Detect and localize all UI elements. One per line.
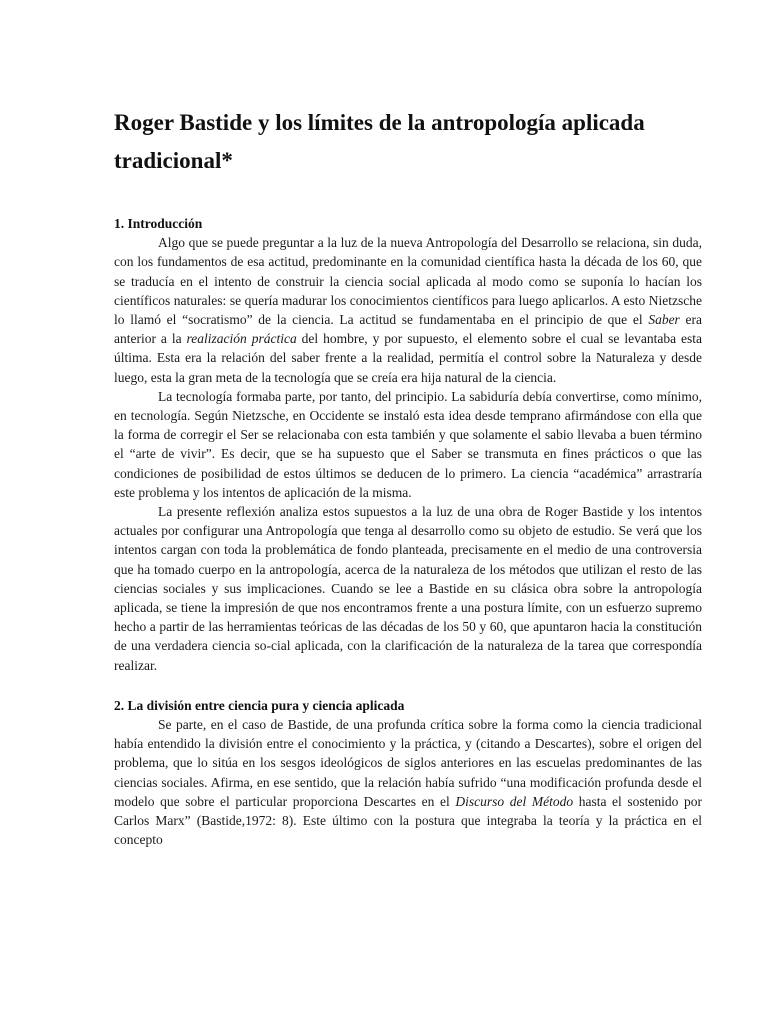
- section-division: [114, 696, 702, 850]
- document-title: Roger Bastide y los límites de la antropología aplicada tradicional*: [114, 110, 645, 173]
- section-heading: 1. Introducción: [114, 216, 203, 231]
- section-heading: 2. La división entre ciencia pura y ciencia aplicada: [114, 697, 405, 713]
- italic-term: Saber: [648, 312, 680, 328]
- paragraph: La tecnología formaba parte, por tanto, del principio. La sabiduría debía convertirse, como mínimo, en tecnología. Según Nietzsche, en Occidente se instaló esta idea desde temprano afirmándose con ella que la forma de corregir el Ser se relacionaba con esta también y que solamente el sabio llevaba a buen término el “arte de vivir”. Es decir, que se ha supuesto que el Saber se transmuta en fines prácticos o que las condiciones de posibilidad de estos últimos se deducen de lo primero. La ciencia “académica” arrastraría este problema y los intentos de aplicación de la misma.: [114, 388, 702, 500]
- paragraph: Algo que se puede preguntar a la luz de la nueva Antropología del Desarrollo se relaciona, sin duda, con los fundamentos de esa actitud, predominante en la comunidad científica hasta la década de los 60, que se traducía en el intento de construir la ciencia social aplicada al modo como se suponía lo hacían los científicos naturales: se quería madurar los conocimientos científicos para luego aplicarlos. A esto Nietzsche lo llamó el “socratismo” de la ciencia. La actitud se fundamentaba en el principio de que el Saber era anterior a la realización práctica del hombre, y por supuesto, el elemento sobre el cual se levantaba esta última. Esta era la relación del saber frente a la realidad, permitía el control sobre la Naturaleza y desde luego, esta la gran meta de la tecnología que se creía era hija natural de la ciencia.: [114, 235, 702, 385]
- paragraph: Se parte, en el caso de Bastide, de una profunda crítica sobre la forma como la ciencia tradicional había entendido la división entre el conocimiento y la práctica, y (citando a Descartes), sobre el origen del problema, que lo sitúa en los sesgos ideológicos de siglos anteriores en las escuelas predominantes de las ciencias sociales. Afirma, en ese sentido, que la relación había sufrido “una modificación profunda desde el modelo que sobre el particular proporciona Descartes en el Discurso del Método hasta el sostenido por Carlos Marx” (Bastide,1972: 8). Este último con la postura que integraba la teoría y la práctica en el concepto: [114, 717, 703, 848]
- italic-term: Discurso del Método: [455, 793, 574, 809]
- paragraph: La presente reflexión analiza estos supuestos a la luz de una obra de Roger Bastide y los intentos actuales por configurar una Antropología que tenga al desarrollo como su objeto de estudio. Se verá que los intentos cargan con toda la problemática de fondo planteada, precisamente en el medio de una controversia que ha tomado cuerpo en la antropología, acerca de la naturaleza de los métodos que utilizan el resto de las ciencias sociales y sus implicaciones. Cuando se lee a Bastide en su clásica obra sobre la antropología aplicada, se tiene la impresión de que nos encontramos frente a una postura límite, con un esfuerzo supremo hecho a partir de las herramientas teóricas de las décadas de los 50 y 60, que apuntaron hacia la constitución de una verdadera ciencia so-cial aplicada, con la clarificación de la naturaleza de la tarea que correspondía realizar.: [114, 504, 702, 673]
- italic-term: realización práctica: [186, 331, 297, 347]
- section-introduccion: [114, 214, 702, 675]
